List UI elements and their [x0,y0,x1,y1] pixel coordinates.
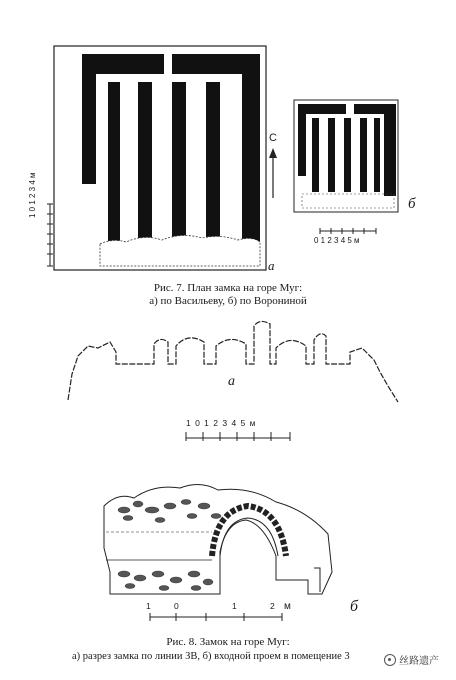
scale-tick-8b-2: 0 [174,601,179,611]
watermark-text: 丝路遗产 [399,656,439,667]
figure7-caption-line2: а) по Васильеву, б) по Ворониной [149,295,307,307]
watermark-logo-icon [384,654,396,666]
figure-label-7a: а [268,258,275,273]
scale-label-fig8a [186,418,256,428]
scale-unit-fig8b: м [284,601,291,612]
figure7-caption-line1: Рис. 7. План замка на горе Муг: [153,282,303,294]
figure-label-7b: б [408,196,416,212]
scale-label-fig7a [28,172,37,218]
scale-ticks-fig7a: 1 0 1 2 3 4 [28,180,37,218]
figure8-caption-line2: а) разрез замка по линии ЗВ, б) входной проем в помещение 3 [72,651,350,662]
north-label: С [269,132,277,144]
entrance-drawing-8b [100,476,340,598]
scale-bar-fig7a [38,200,54,270]
north-arrow-icon [266,140,280,200]
scale-label-fig7b [314,236,360,245]
scale-bar-fig8a [184,430,296,442]
section-drawing-8a [64,312,404,406]
plan-drawing-b [292,98,404,218]
scale-ticks-fig7b: 0 1 2 3 4 5 [314,236,352,245]
figure8-caption-line1: Рис. 8. Замок на горе Муг: [166,636,290,648]
plan-drawing-a [52,44,274,274]
figure-label-8a: а [228,374,235,389]
watermark [384,652,439,667]
scale-tick-8b-3: 1 [232,601,237,611]
scale-tick-8b-1: 1 [146,601,151,611]
scale-unit-fig8a: м [249,418,257,428]
scale-unit-fig7a: м [28,172,37,178]
scale-ticks-fig8a: 1 0 1 2 3 4 5 [186,418,247,428]
scale-tick-8b-4: 2 [270,601,275,611]
scale-bar-fig7b [318,226,380,236]
scale-unit-fig7b: м [354,236,360,245]
scale-bar-fig8b [146,612,286,622]
figure-label-8b: б [350,598,359,615]
